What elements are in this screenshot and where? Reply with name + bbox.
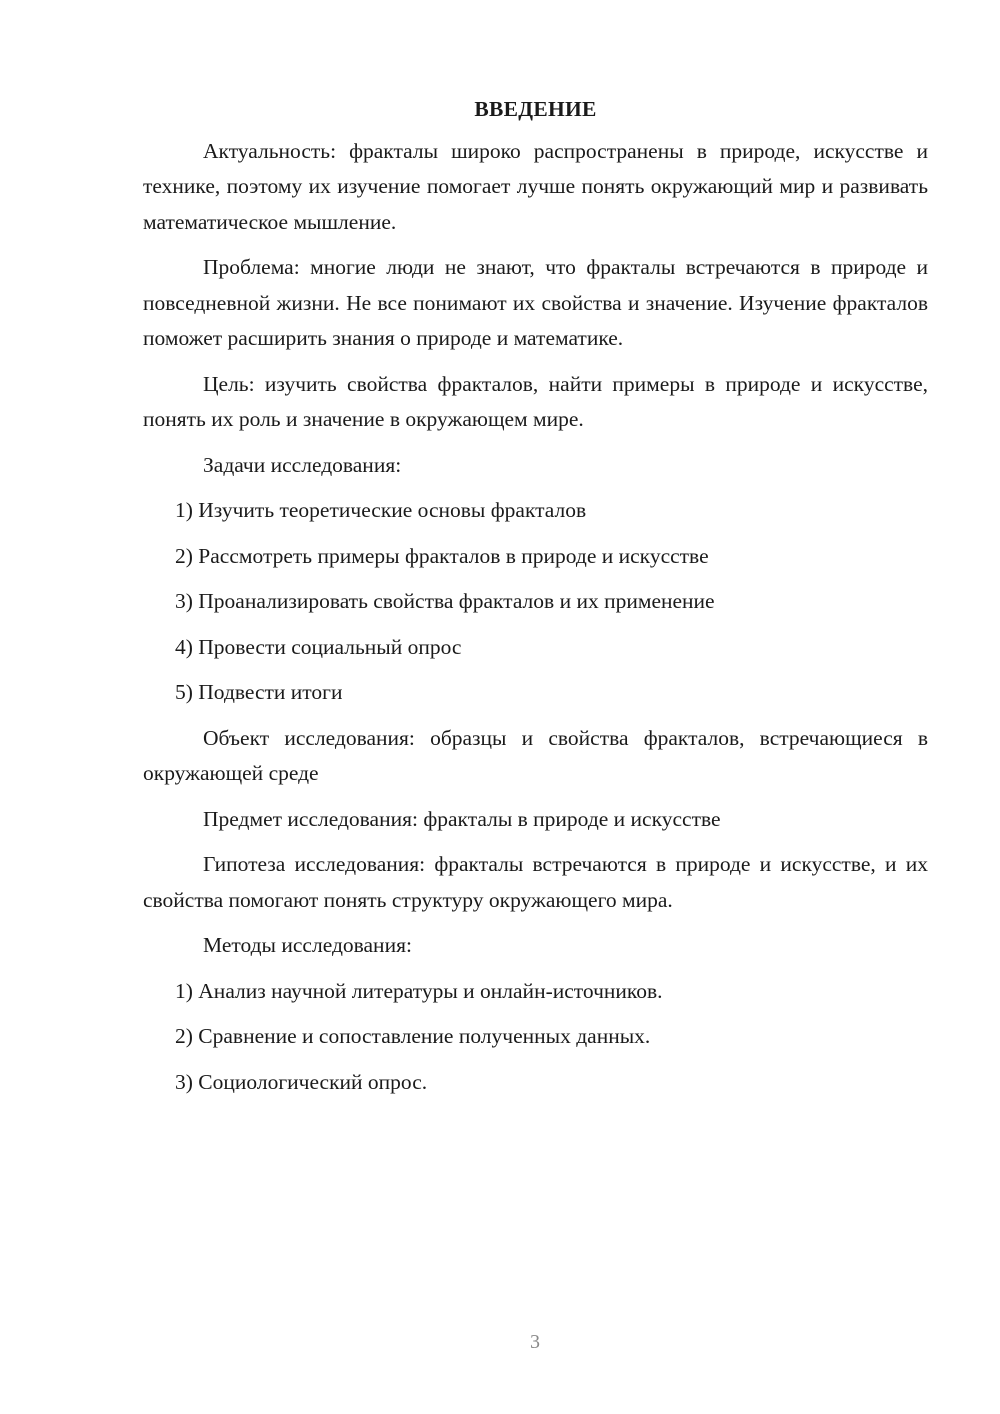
relevance-paragraph: Актуальность: фракталы широко распространены в природе, искусстве и технике, поэтому их изучение помогает лучше понять окружающий мир и развивать математическое мышление. <box>143 138 928 234</box>
page-number: 3 <box>530 1331 540 1353</box>
section-title: ВВЕДЕНИЕ <box>474 97 597 121</box>
list-item: 3) Социологический опрос. <box>175 1069 428 1094</box>
list-item: 2) Рассмотреть примеры фракталов в природе и искусстве <box>175 543 709 568</box>
hypothesis-paragraph: Гипотеза исследования: фракталы встречаются в природе и искусстве, и их свойства помогают понять структуру окружающего мира. <box>143 852 928 912</box>
document-page <box>143 92 928 1110</box>
methods-heading: Методы исследования: <box>203 933 412 957</box>
problem-paragraph: Проблема: многие люди не знают, что фракталы встречаются в природе и повседневной жизни. Не все понимают их свойства и значение. Изучение фракталов поможет расширить знания о природе и математике. <box>143 255 928 350</box>
list-item: 2) Сравнение и сопоставление полученных данных. <box>175 1024 651 1048</box>
list-item: 1) Изучить теоретические основы фракталов <box>175 498 587 522</box>
tasks-heading: Задачи исследования: <box>203 452 402 477</box>
subject-paragraph: Предмет исследования: фракталы в природе и искусстве <box>203 806 721 831</box>
goal-paragraph: Цель: изучить свойства фракталов, найти примеры в природе и искусстве, понять их роль и значение в окружающем мире. <box>143 371 928 431</box>
tasks-list <box>143 493 928 711</box>
list-item: 1) Анализ научной литературы и онлайн-источников. <box>175 978 663 1003</box>
list-item: 3) Проанализировать свойства фракталов и их применение <box>175 589 715 613</box>
list-item: 4) Провести социальный опрос <box>175 634 462 659</box>
object-paragraph: Объект исследования: образцы и свойства фракталов, встречающиеся в окружающей среде <box>143 725 928 785</box>
methods-list <box>143 974 928 1101</box>
list-item: 5) Подвести итоги <box>175 680 343 704</box>
